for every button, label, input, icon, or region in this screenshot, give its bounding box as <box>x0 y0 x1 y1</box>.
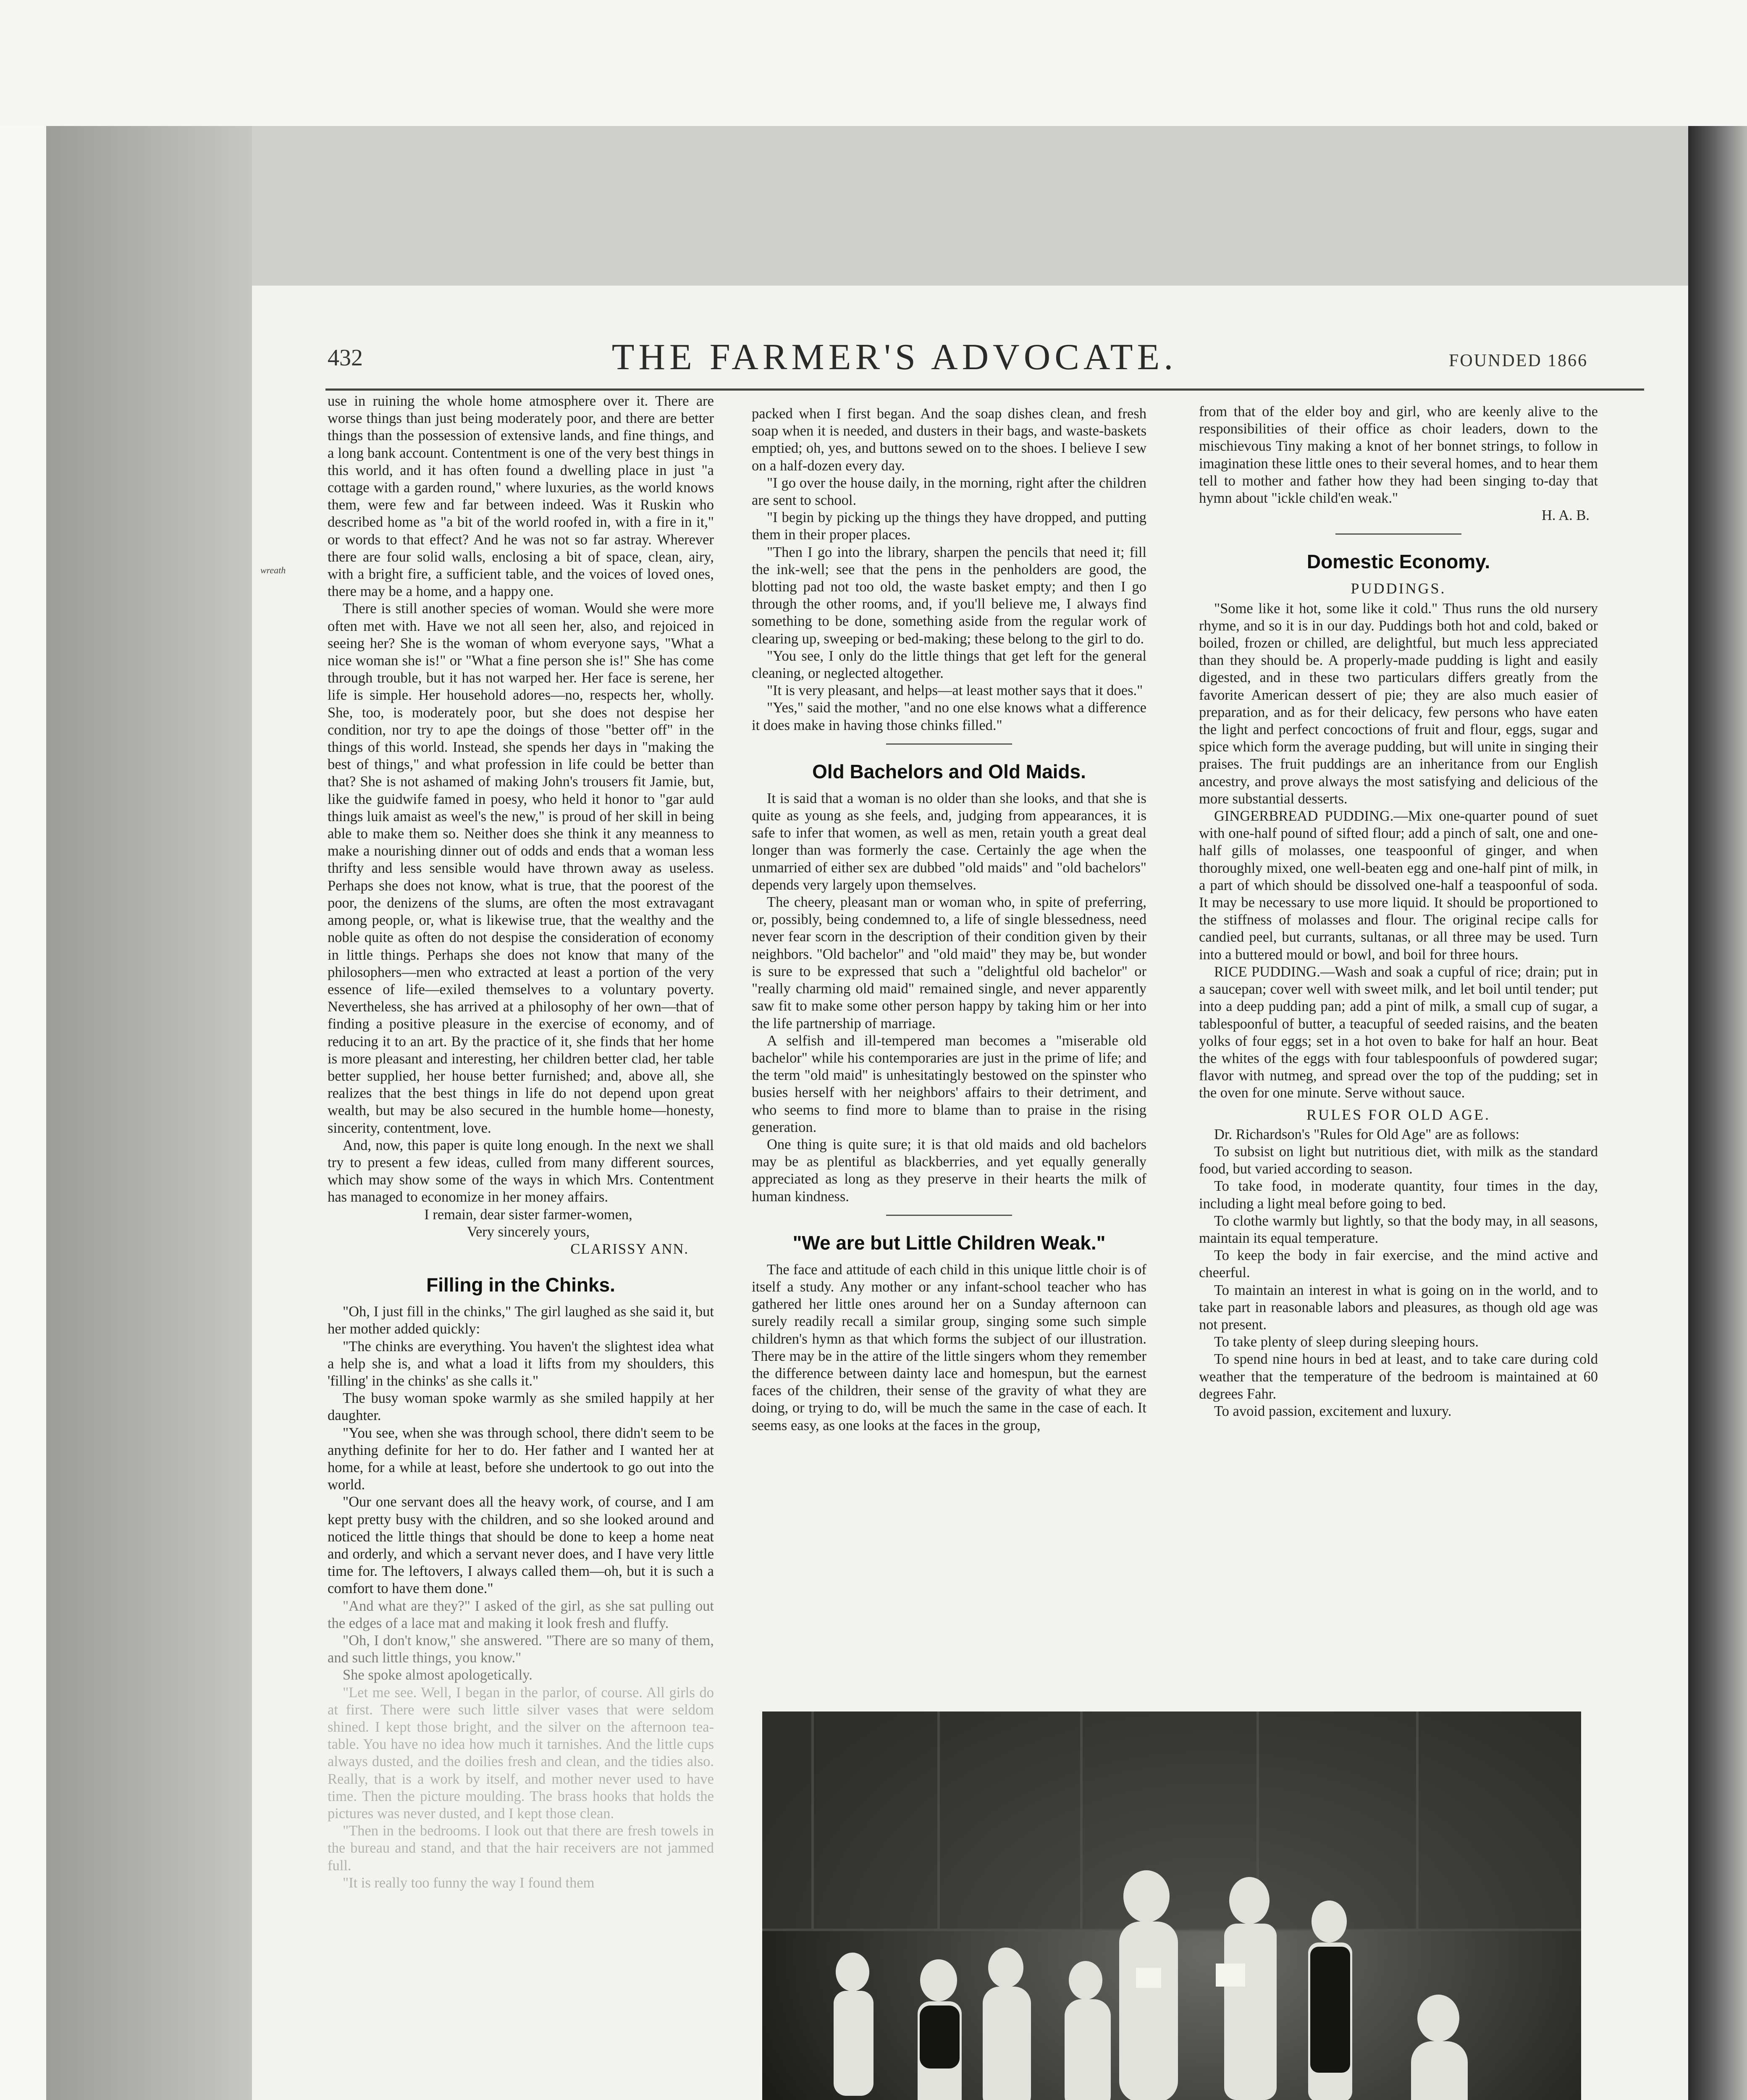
paragraph: And, now, this paper is quite long enough. In the next we shall try to present a few ideas, culled from many different sources, which may show some of the ways in which Mrs. Contentment has managed to economize in her money affairs. <box>328 1137 714 1205</box>
paragraph: "I begin by picking up the things they have dropped, and putting them in their proper places. <box>752 509 1146 543</box>
right-column <box>1199 403 1598 1420</box>
paragraph: The cheery, pleasant man or woman who, in spite of preferring, or, possibly, being condemned to, a life of single blessedness, need never fear scorn in the description of their condition given by their neighbors. "Old bachelor" and "old maid" they may be, but wonder is sure to be expressed that such a "delightful old bachelor" or "really charming old maid" remained single, and never apparently saw fit to make some other person happy by taking him or her into the life partnership of marriage. <box>752 894 1146 1032</box>
page-number: 432 <box>328 345 363 371</box>
recipe: RICE PUDDING.—Wash and soak a cupful of rice; drain; put in a saucepan; cover well with sweet milk, and let boil until tender; put into a deep pudding pan; add a pint of milk, a small cup of sugar, a tablespoonful of butter, a teacupful of seeded raisins, and the beaten yolks of four eggs; set in a hot oven to bake for half an hour. Beat the whites of the eggs with four tablespoonfuls of powdered sugar; flavor with nutmeg, and spread over the top of the pudding; set in the oven for one minute. Serve without sauce. <box>1199 963 1598 1101</box>
paragraph: A selfish and ill-tempered man becomes a "miserable old bachelor" while his contemporaries are just in the prime of life; and the term "old maid" is unhesitatingly bestowed on the spinster who busies herself with her neighbors' affairs to their detriment, and who seems to find more to blame than to praise in the rising generation. <box>752 1032 1146 1135</box>
margin-annotation: wreath <box>260 565 286 575</box>
paragraph: The busy woman spoke warmly as she smiled happily at her daughter. <box>328 1390 714 1424</box>
illustration-artwork <box>762 1712 1581 2100</box>
paragraph: "It is really too funny the way I found them <box>343 1874 595 1891</box>
article-heading: Old Bachelors and Old Maids. <box>812 760 1086 782</box>
rule-item: To avoid passion, excitement and luxury. <box>1214 1403 1452 1419</box>
signature: CLARISSY ANN. <box>570 1241 689 1257</box>
header-rule <box>325 388 1644 391</box>
paragraph: Dr. Richardson's "Rules for Old Age" are as follows: <box>1214 1126 1520 1142</box>
paragraph: "Our one servant does all the heavy work, of course, and I am kept pretty busy with the children, and so she looked around and noticed the little things that should be done to keep a home neat and orderly, and which a servant never does, and I have very little time for. The leftovers, I always called them—oh, but it is such a comfort to have them done." <box>328 1494 714 1597</box>
paragraph: "Some like it hot, some like it cold." Thus runs the old nursery rhyme, and so it is in our day. Puddings both hot and cold, baked or boiled, frozen or chilled, are delightful, but much less appreciated than they should be. A properly-made pudding is light and easily digested, and in these two particulars differs greatly from the favorite American dessert of pie; they are also much easier of preparation, and as for their delicacy, few persons who have eaten the light and perfect concoctions of fruit and flour, eggs, sugar and spice which form the average pudding, but will unite in singing their praises. The fruit puddings are an inheritance from our English ancestry, and prove always the most satisfying and delicious of the more substantial desserts. <box>1199 600 1598 807</box>
sub-heading: PUDDINGS. <box>1351 580 1446 597</box>
recipe: GINGERBREAD PUDDING.—Mix one-quarter pound of suet with one-half pound of sifted flour; add a pinch of salt, one and one-half gills of molasses, one teaspoonful of ginger, and when thoroughly mixed, one well-beaten egg and one-half pint of milk, in a part of which should be dissolved one-half a teaspoonful of soda. It may be necessary to use more liquid. It should be proportioned to the stiffness of molasses and flour. The original recipe calls for candied peel, but currants, sultanas, or all three may be used. Turn into a buttered mould or bowl, and boil for three hours. <box>1199 808 1598 963</box>
section-divider <box>886 1215 1012 1216</box>
article-heading: Filling in the Chinks. <box>426 1274 615 1296</box>
closing-line: I remain, dear sister farmer-women, <box>424 1206 632 1223</box>
paragraph: "Then in the bedrooms. I look out that there are fresh towels in the bureau and stand, and that the hair receivers are not jammed full. <box>328 1823 714 1874</box>
paragraph: One thing is quite sure; it is that old maids and old bachelors may be as plentiful as blackberries, and yet equally generally appreciated as long as they preserve in their hearts the milk of human kindness. <box>752 1136 1146 1205</box>
section-divider <box>886 743 1012 745</box>
paragraph: use in ruining the whole home atmosphere over it. There are worse things than just being moderately poor, and there are better things than the possession of extensive lands, and fine things, and a long bank account. Contentment is one of the very best things in this world, and it has often found a dwelling place in just "a cottage with a garden round," where luxuries, as the world knows them, were few and far between indeed. Was it Ruskin who described home as "a bit of the world roofed in, with a fire in it," or words to that effect? And he was not so far astray. Wherever there are four solid walls, enclosing a bit of space, clean, airy, with a bright fire, a sufficient table, and the voices of loved ones, there may be a home, and a happy one. <box>328 393 714 600</box>
rule-item: To take food, in moderate quantity, four times in the day, including a light meal before going to bed. <box>1199 1178 1598 1212</box>
rule-item: To clothe warmly but lightly, so that the body may, in all seasons, maintain its equal temperature. <box>1199 1213 1598 1246</box>
founded-year: FOUNDED 1866 <box>1449 351 1588 370</box>
rule-item: To take plenty of sleep during sleeping hours. <box>1214 1334 1479 1350</box>
article-heading: "We are but Little Children Weak." <box>792 1231 1106 1254</box>
paragraph: She spoke almost apologetically. <box>343 1667 532 1683</box>
rule-item: To maintain an interest in what is going on in the world, and to take part in reasonable labors and pleasures, as though old age was not present. <box>1199 1282 1598 1333</box>
paragraph: packed when I first began. And the soap dishes clean, and fresh soap when it is needed, and dusters in their bags, and waste-baskets emptied; oh, yes, and buttons sewed on to the shoes. I believe I sew on a half-dozen every day. <box>752 406 1146 474</box>
paragraph: "You see, when she was through school, there didn't seem to be anything definite for her to do. Her father and I wanted her at home, for a while at least, before she undertook to go out into the world. <box>328 1425 714 1493</box>
scan-top-margin <box>0 0 1747 126</box>
rule-item: To keep the body in fair exercise, and the mind active and cheerful. <box>1199 1247 1598 1281</box>
paragraph: "Then I go into the library, sharpen the pencils that need it; fill the ink-well; see that the pens in the penholders are good, the blotting pad not too old, the waste basket empty; and then I go through the other rooms, and, if you'll believe me, I always find something to be done, something aside from the regular work of clearing up, sweeping or bed-making; these belong to the girl to do. <box>752 544 1146 647</box>
paragraph: from that of the elder boy and girl, who are keenly alive to the responsibilities of their office as choir leaders, down to the mischievous Tiny making a knot of her bonnet strings, to follow in imagination these little ones to their several homes, and to hear them tell to mother and father how they had been singing to-day that hymn about "ickle child'en weak." <box>1199 404 1598 507</box>
paragraph: It is said that a woman is no older than she looks, and that she is quite as young as she feels, and, judging from appearances, it is safe to infer that women, as well as men, retain youth a great deal longer than was formerly the case. Certainly the age when the unmarried of either sex are dubbed "old maids" and "old bachelors" depends very largely upon themselves. <box>752 790 1146 893</box>
paragraph: "Let me see. Well, I began in the parlor, of course. All girls do at first. There were such little silver vases that were seldom shined. I kept those bright, and the silver on the afternoon tea-table. You have no idea how much it tarnishes. And the little cups always dusted, and the doilies fresh and clean, and the tidies also. Really, that is a work by itself, and mother never used to have time. Then the picture moulding. The brass hooks that holds the pictures was never dusted, and I kept those clean. <box>328 1684 714 1822</box>
paragraph: "It is very pleasant, and helps—at least mother says that it does." <box>767 682 1143 699</box>
children-choir-illustration <box>762 1712 1581 2100</box>
closing-line: Very sincerely yours, <box>467 1223 590 1240</box>
author-initials: H. A. B. <box>1541 507 1590 524</box>
paragraph: "Oh, I just fill in the chinks," The girl laughed as she said it, but her mother added quickly: <box>328 1304 714 1337</box>
section-divider <box>1335 533 1461 535</box>
publication-title: THE FARMER'S ADVOCATE. <box>611 337 1178 378</box>
paragraph: "I go over the house daily, in the morning, right after the children are sent to school. <box>752 475 1146 509</box>
rule-item: To spend nine hours in bed at least, and to take care during cold weather that the temperature of the bedroom is maintained at 60 degrees Fahr. <box>1199 1351 1598 1402</box>
scan-right-edge <box>1688 126 1747 2100</box>
article-heading: Domestic Economy. <box>1306 551 1490 573</box>
rule-item: To subsist on light but nutritious diet, with milk as the standard food, but varied according to season. <box>1199 1143 1598 1177</box>
paragraph: "The chinks are everything. You haven't the slightest idea what a help she is, and what a load it lifts from my shoulders, this 'filling' in the chinks' as she calls it." <box>328 1338 714 1389</box>
paragraph: "You see, I only do the little things that get left for the general cleaning, or neglected altogether. <box>752 648 1146 682</box>
sub-heading: RULES FOR OLD AGE. <box>1306 1106 1491 1123</box>
paragraph: "And what are they?" I asked of the girl, as she sat pulling out the edges of a lace mat and making it look fresh and fluffy. <box>328 1598 714 1631</box>
paragraph: The face and attitude of each child in this unique little choir is of itself a study. Any mother or any infant-school teacher who has gathered her little ones around her on a Sunday afternoon can surely readily recall a similar group, singing some such simple children's hymn as that which forms the subject of our illustration. There may be in the attire of the little singers whom they remember the difference between dainty lace and homespun, but the earnest faces of the children, their sense of the gravity of what they are doing, or trying to do, will be much the same in the case of each. It seems easy, as one looks at the faces in the group, <box>752 1261 1146 1433</box>
left-column <box>328 393 714 1892</box>
paragraph: There is still another species of woman. Would she were more often met with. Have we not all seen her, also, and rejoiced in seeing her? She is the woman of whom everyone says, "What a nice woman she is!" or "What a fine person she is!" She has come through trouble, but it has not warped her. Her face is serene, her life is simple. Her household adores—no, respects her, wholly. She, too, is moderately poor, but she does not despise her condition, nor try to ape the doings of those "better off" in the things of this world. Instead, she spends her days in "making the best of things," and what profession in life could be better than that? She is not ashamed of making John's trousers fit Jamie, but, like the guidwife famed in poesy, who held it honor to "gar auld things luik amaist as weel's the new," is proud of her skill in being able to make them so. Neither does she think it any meanness to make a nourishing dinner out of odds and ends that a woman less thrifty and less sensible would have thrown away as useless. Perhaps she does not know, what is true, that the poorest of the poor, the denizens of the slums, are often the most extravagant among people, or, what is likewise true, that the wealthy and the noble quite as often do not despise the consideration of economy in little things. Perhaps she does not know that many of the philosophers—men who extracted at least a portion of the very essence of life—exiled themselves to a voluntary poverty. Nevertheless, she has arrived at a philosophy of her own—that of finding a positive pleasure in the exercise of economy, and of reducing it to an art. By the practice of it, she finds that her home is more pleasant and interesting, her children better clad, her table better supplied, her house better furnished; and, above all, she realizes that the best things in life do not depend upon great wealth, but may be also secured in the humble home—honesty, sincerity, contentment, love. <box>328 601 714 1136</box>
paragraph: "Oh, I don't know," she answered. "There are so many of them, and such little things, you know." <box>328 1633 714 1666</box>
paragraph: "Yes," said the mother, "and no one else knows what a difference it does make in having those chinks filled." <box>752 700 1146 733</box>
middle-column <box>752 405 1146 1434</box>
scan-left-shadow <box>46 126 252 2100</box>
